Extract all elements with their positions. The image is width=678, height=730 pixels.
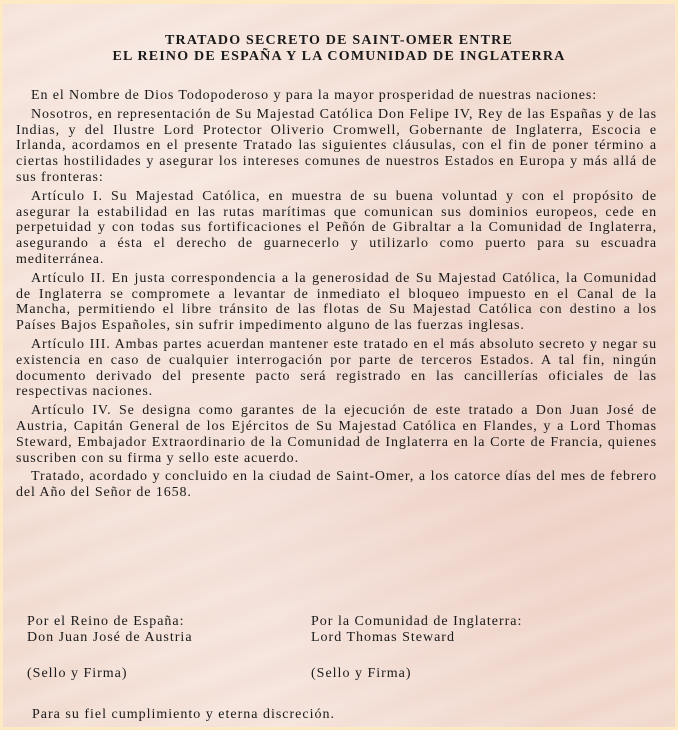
- conclusion-paragraph: Tratado, acordado y concluido en la ciudad de Saint-Omer, a los catorce días del mes de febrero del Año del Señor de 1658.: [16, 469, 657, 501]
- title-line-2: EL REINO DE ESPAÑA Y LA COMUNIDAD DE INGLATERRA: [112, 49, 566, 64]
- invocation-paragraph: En el Nombre de Dios Todopoderoso y para la mayor prosperidad de nuestras naciones:: [31, 88, 598, 103]
- seal-and-signature: (Sello y Firma): [311, 666, 412, 681]
- signatory-name: Don Juan José de Austria: [27, 630, 193, 645]
- article-2-paragraph: Artículo II. En justa correspondencia a la generosidad de Su Majestad Católica, la Comunidad de Inglaterra se compromete a levantar de inmediato el bloqueo impuesto en el Canal de la Mancha, permitiendo el libre tránsito de las flotas de Su Majestad Católica con destino a los Países Bajos Españoles, sin sufrir impedimento alguno de las fuerzas inglesas.: [16, 270, 657, 334]
- seal-and-signature: (Sello y Firma): [27, 666, 128, 681]
- article-1-paragraph: Artículo I. Su Majestad Católica, en muestra de su buena voluntad y con el propósito de asegurar la estabilidad en las rutas marítimas que comunican sus dominios europeos, cede en perpetuidad y con todas sus fortificaciones el Peñón de Gibraltar a la Comunidad de Inglaterra, asegurando a ésta el derecho de guarnecerlo y utilizarlo como puerto para su escuadra mediterránea.: [16, 188, 657, 267]
- signature-spain: [27, 614, 193, 681]
- document-body: [16, 88, 657, 504]
- article-4-paragraph: Artículo IV. Se designa como garantes de la ejecución de este tratado a Don Juan José de Austria, Capitán General de los Ejércitos de Su Majestad Católica en Flandes, y a Lord Thomas Steward, Embajador Extraordinario de la Comunidad de Inglaterra en la Corte de Francia, quienes suscriben con su firma y sello este acuerdo.: [16, 403, 657, 466]
- signature-party: Por la Comunidad de Inglaterra:: [311, 614, 523, 629]
- closing-line: Para su fiel cumplimiento y eterna discreción.: [32, 707, 335, 722]
- article-3-paragraph: Artículo III. Ambas partes acuerdan mantener este tratado en el más absoluto secreto y negar su existencia en caso de cualquier interrogación por parte de terceros Estados. A tal fin, ningún documento derivado del presente pacto será registrado en las cancillerías oficiales de las respectivas naciones.: [16, 336, 657, 400]
- document-title: [3, 33, 675, 65]
- signature-england: [311, 614, 523, 681]
- title-line-1: TRATADO SECRETO DE SAINT-OMER ENTRE: [165, 33, 513, 48]
- treaty-document: [3, 4, 675, 727]
- signature-party: Por el Reino de España:: [27, 614, 185, 629]
- preamble-paragraph: Nosotros, en representación de Su Majestad Católica Don Felipe IV, Rey de las Españas y de las Indias, y del Ilustre Lord Protector Oliverio Cromwell, Gobernante de Inglaterra, Escocia e Irlanda, acordamos en el presente Tratado las siguientes cláusulas, con el fin de poner término a ciertas hostilidades y asegurar los intereses comunes de nuestros Estados en Europa y más allá de sus fronteras:: [16, 106, 657, 185]
- signatory-name: Lord Thomas Steward: [311, 630, 455, 645]
